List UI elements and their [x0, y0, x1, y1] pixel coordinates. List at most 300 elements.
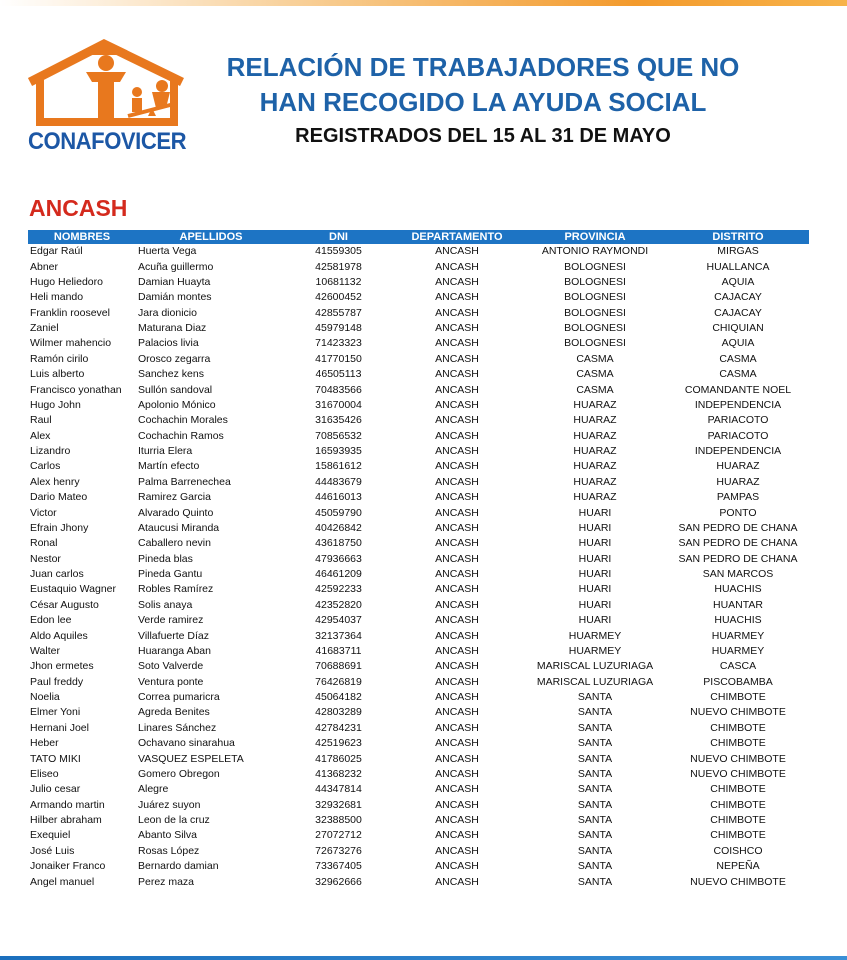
cell-distrito: SAN PEDRO DE CHANA	[678, 521, 798, 534]
cell-nombres: Zaniel	[30, 322, 59, 335]
cell-distrito: HUACHIS	[714, 614, 762, 627]
cell-dni: 32932681	[315, 798, 362, 811]
cell-provincia: HUARI	[578, 568, 612, 581]
cell-departamento: ANCASH	[435, 614, 479, 627]
table-row	[28, 874, 809, 889]
cell-apellidos: Acuña guillermo	[138, 260, 214, 273]
table-row	[28, 321, 809, 336]
cell-provincia: SANTA	[577, 783, 613, 796]
table-row	[28, 721, 809, 736]
table-row	[28, 598, 809, 613]
cell-distrito: PARIACOTO	[707, 429, 769, 442]
table-row	[28, 844, 809, 859]
cell-apellidos: Orosco zegarra	[138, 352, 211, 365]
cell-dni: 41786025	[315, 752, 362, 765]
header-departamento: DEPARTAMENTO	[391, 230, 523, 244]
cell-nombres: Edon lee	[30, 614, 72, 627]
title-line-2: HAN RECOGIDO LA AYUDA SOCIAL	[259, 87, 707, 117]
cell-dni: 42581978	[315, 260, 362, 273]
cell-apellidos: Gomero Obregon	[138, 767, 220, 780]
cell-apellidos: Cochachin Morales	[138, 414, 228, 427]
table-row	[28, 444, 809, 459]
cell-apellidos: Damian Huayta	[138, 275, 211, 288]
cell-nombres: Heber	[30, 737, 59, 750]
bottom-accent-bar	[0, 956, 847, 960]
cell-distrito: HUALLANCA	[706, 260, 770, 273]
cell-provincia: CASMA	[576, 352, 614, 365]
cell-provincia: CASMA	[576, 383, 614, 396]
cell-dni: 72673276	[315, 844, 362, 857]
cell-dni: 32388500	[315, 814, 362, 827]
cell-apellidos: Solis anaya	[138, 598, 193, 611]
cell-provincia: BOLOGNESI	[564, 322, 626, 335]
cell-distrito: NUEVO CHIMBOTE	[690, 767, 786, 780]
cell-provincia: SANTA	[577, 752, 613, 765]
cell-nombres: Eustaquio Wagner	[30, 583, 116, 596]
cell-departamento: ANCASH	[435, 368, 479, 381]
cell-nombres: Exequiel	[30, 829, 71, 842]
cell-provincia: SANTA	[577, 706, 613, 719]
page-subtitle: REGISTRADOS DEL 15 AL 31 DE MAYO	[295, 125, 671, 147]
cell-provincia: HUARI	[578, 598, 612, 611]
cell-nombres: Carlos	[30, 460, 61, 473]
cell-dni: 44347814	[315, 783, 362, 796]
workers-table	[28, 230, 809, 890]
cell-provincia: HUARAZ	[573, 445, 617, 458]
cell-provincia: SANTA	[577, 691, 613, 704]
cell-nombres: José Luis	[30, 844, 75, 857]
cell-apellidos: Ventura ponte	[138, 675, 204, 688]
cell-apellidos: Palacios livia	[138, 337, 199, 350]
cell-provincia: SANTA	[577, 798, 613, 811]
table-row	[28, 675, 809, 690]
cell-nombres: Walter	[30, 644, 60, 657]
cell-distrito: INDEPENDENCIA	[694, 445, 782, 458]
cell-dni: 70688691	[315, 660, 362, 673]
cell-provincia: BOLOGNESI	[564, 260, 626, 273]
cell-apellidos: Verde ramirez	[138, 614, 204, 627]
logo-text: CONAFOVICER	[28, 128, 187, 155]
cell-provincia: HUARI	[578, 614, 612, 627]
table-row	[28, 367, 809, 382]
cell-dni: 42855787	[315, 306, 362, 319]
cell-departamento: ANCASH	[435, 875, 479, 888]
cell-distrito: NEPEÑA	[716, 860, 760, 873]
cell-provincia: SANTA	[577, 844, 613, 857]
cell-distrito: CHIMBOTE	[710, 721, 766, 734]
cell-distrito: AQUIA	[721, 337, 755, 350]
cell-provincia: BOLOGNESI	[564, 291, 626, 304]
cell-distrito: HUACHIS	[714, 583, 762, 596]
table-row	[28, 244, 809, 259]
cell-departamento: ANCASH	[435, 322, 479, 335]
cell-distrito: CHIMBOTE	[710, 829, 766, 842]
cell-departamento: ANCASH	[435, 829, 479, 842]
cell-departamento: ANCASH	[435, 475, 479, 488]
cell-departamento: ANCASH	[435, 721, 479, 734]
cell-departamento: ANCASH	[435, 491, 479, 504]
table-row	[28, 336, 809, 351]
cell-departamento: ANCASH	[435, 429, 479, 442]
cell-distrito: NUEVO CHIMBOTE	[690, 875, 786, 888]
cell-dni: 42784231	[315, 721, 362, 734]
cell-nombres: Juan carlos	[30, 568, 84, 581]
cell-apellidos: Palma Barrenechea	[138, 475, 231, 488]
cell-apellidos: Iturria Elera	[138, 445, 193, 458]
header-distrito: DISTRITO	[667, 230, 809, 244]
cell-distrito: CAJACAY	[714, 291, 762, 304]
cell-departamento: ANCASH	[435, 552, 479, 565]
cell-provincia: SANTA	[577, 721, 613, 734]
table-row	[28, 490, 809, 505]
cell-distrito: AQUIA	[721, 275, 755, 288]
cell-departamento: ANCASH	[435, 506, 479, 519]
cell-distrito: SAN MARCOS	[702, 568, 774, 581]
table-row	[28, 859, 809, 874]
cell-departamento: ANCASH	[435, 798, 479, 811]
cell-nombres: Raul	[30, 414, 52, 427]
table-header-row	[28, 230, 809, 244]
table-row	[28, 767, 809, 782]
cell-nombres: Ronal	[30, 537, 58, 550]
cell-nombres: Armando martin	[30, 798, 105, 811]
cell-dni: 32137364	[315, 629, 362, 642]
cell-nombres: Eliseo	[30, 767, 59, 780]
cell-apellidos: Soto Valverde	[138, 660, 204, 673]
cell-dni: 71423323	[315, 337, 362, 350]
table-row	[28, 644, 809, 659]
table-body	[28, 244, 809, 890]
table-row	[28, 582, 809, 597]
cell-distrito: NUEVO CHIMBOTE	[690, 752, 786, 765]
cell-dni: 16593935	[315, 445, 362, 458]
cell-apellidos: Correa pumaricra	[138, 691, 220, 704]
page-title	[200, 50, 766, 120]
cell-dni: 76426819	[315, 675, 362, 688]
cell-distrito: COISHCO	[713, 844, 763, 857]
cell-dni: 47936663	[315, 552, 362, 565]
cell-departamento: ANCASH	[435, 306, 479, 319]
region-heading: ANCASH	[29, 195, 128, 221]
cell-distrito: CHIMBOTE	[710, 691, 766, 704]
cell-dni: 15861612	[315, 460, 362, 473]
table-row	[28, 782, 809, 797]
cell-nombres: Lizandro	[30, 445, 71, 458]
cell-apellidos: Martín efecto	[138, 460, 200, 473]
table-row	[28, 813, 809, 828]
cell-provincia: BOLOGNESI	[564, 306, 626, 319]
cell-apellidos: Rosas López	[138, 844, 200, 857]
cell-provincia: BOLOGNESI	[564, 337, 626, 350]
cell-distrito: SAN PEDRO DE CHANA	[678, 552, 798, 565]
cell-apellidos: Caballero nevin	[138, 537, 211, 550]
cell-apellidos: Juárez suyon	[138, 798, 201, 811]
cell-apellidos: Ataucusi Miranda	[138, 521, 220, 534]
cell-nombres: Francisco yonathan	[30, 383, 122, 396]
cell-dni: 46505113	[315, 368, 362, 381]
cell-provincia: CASMA	[576, 368, 614, 381]
cell-departamento: ANCASH	[435, 844, 479, 857]
cell-apellidos: Pineda blas	[138, 552, 193, 565]
cell-dni: 70856532	[315, 429, 362, 442]
table-row	[28, 275, 809, 290]
cell-provincia: HUARAZ	[573, 398, 617, 411]
cell-departamento: ANCASH	[435, 275, 479, 288]
table-row	[28, 613, 809, 628]
cell-departamento: ANCASH	[435, 767, 479, 780]
cell-departamento: ANCASH	[435, 568, 479, 581]
table-row	[28, 398, 809, 413]
cell-nombres: Ramón cirilo	[30, 352, 89, 365]
cell-distrito: PAMPAS	[716, 491, 760, 504]
cell-apellidos: Abanto Silva	[138, 829, 197, 842]
table-row	[28, 736, 809, 751]
cell-departamento: ANCASH	[435, 398, 479, 411]
cell-dni: 41683711	[315, 644, 362, 657]
cell-distrito: PONTO	[719, 506, 757, 519]
cell-distrito: CASCA	[719, 660, 757, 673]
cell-provincia: HUARI	[578, 521, 612, 534]
table-row	[28, 290, 809, 305]
cell-distrito: MIRGAS	[717, 245, 759, 258]
cell-apellidos: Ochavano sinarahua	[138, 737, 235, 750]
cell-provincia: HUARAZ	[573, 460, 617, 473]
cell-apellidos: Cochachin Ramos	[138, 429, 224, 442]
cell-departamento: ANCASH	[435, 260, 479, 273]
table-row	[28, 628, 809, 643]
cell-dni: 46461209	[315, 568, 362, 581]
table-row	[28, 306, 809, 321]
cell-departamento: ANCASH	[435, 383, 479, 396]
cell-dni: 40426842	[315, 521, 362, 534]
cell-provincia: SANTA	[577, 814, 613, 827]
cell-apellidos: VASQUEZ ESPELETA	[138, 752, 244, 765]
table-row	[28, 798, 809, 813]
cell-apellidos: Sullón sandoval	[138, 383, 213, 396]
cell-nombres: Efrain Jhony	[30, 521, 89, 534]
cell-dni: 10681132	[315, 275, 362, 288]
cell-nombres: Julio cesar	[30, 783, 81, 796]
cell-provincia: HUARMEY	[568, 629, 622, 642]
cell-apellidos: Sanchez kens	[138, 368, 204, 381]
table-row	[28, 659, 809, 674]
cell-provincia: HUARI	[578, 537, 612, 550]
cell-apellidos: Alegre	[138, 783, 169, 796]
cell-nombres: Angel manuel	[30, 875, 95, 888]
table-row	[28, 352, 809, 367]
cell-departamento: ANCASH	[435, 598, 479, 611]
cell-distrito: CHIQUIAN	[712, 322, 764, 335]
cell-apellidos: Pineda Gantu	[138, 568, 203, 581]
cell-dni: 42519623	[315, 737, 362, 750]
cell-dni: 41368232	[315, 767, 362, 780]
cell-provincia: HUARI	[578, 552, 612, 565]
cell-distrito: NUEVO CHIMBOTE	[690, 706, 786, 719]
cell-departamento: ANCASH	[435, 660, 479, 673]
cell-distrito: CHIMBOTE	[710, 737, 766, 750]
cell-nombres: Hernani Joel	[30, 721, 89, 734]
cell-apellidos: Damián montes	[138, 291, 212, 304]
cell-nombres: Nestor	[30, 552, 61, 565]
cell-dni: 44616013	[315, 491, 362, 504]
cell-provincia: MARISCAL LUZURIAGA	[536, 660, 654, 673]
cell-dni: 42803289	[315, 706, 362, 719]
cell-apellidos: Ramirez Garcia	[138, 491, 211, 504]
cell-dni: 42600452	[315, 291, 362, 304]
title-line-1: RELACIÓN DE TRABAJADORES QUE NO	[226, 52, 740, 82]
header-apellidos: APELLIDOS	[136, 230, 286, 244]
table-row	[28, 475, 809, 490]
conafovicer-logo	[24, 30, 190, 158]
table-row	[28, 259, 809, 274]
cell-nombres: Hugo Heliedoro	[30, 275, 103, 288]
cell-nombres: Victor	[30, 506, 57, 519]
cell-nombres: TATO MIKI	[30, 752, 81, 765]
cell-nombres: Hilber abraham	[30, 814, 102, 827]
cell-distrito: HUARAZ	[716, 475, 760, 488]
cell-provincia: BOLOGNESI	[564, 275, 626, 288]
cell-apellidos: Apolonio Mónico	[138, 398, 216, 411]
cell-departamento: ANCASH	[435, 337, 479, 350]
cell-provincia: HUARAZ	[573, 475, 617, 488]
cell-dni: 27072712	[315, 829, 362, 842]
cell-apellidos: Villafuerte Díaz	[138, 629, 210, 642]
cell-dni: 45059790	[315, 506, 362, 519]
cell-apellidos: Jara dionicio	[138, 306, 197, 319]
cell-nombres: Elmer Yoni	[30, 706, 81, 719]
cell-nombres: Abner	[30, 260, 59, 273]
cell-dni: 31670004	[315, 398, 362, 411]
cell-distrito: CHIMBOTE	[710, 798, 766, 811]
cell-departamento: ANCASH	[435, 414, 479, 427]
cell-departamento: ANCASH	[435, 460, 479, 473]
table-row	[28, 382, 809, 397]
cell-provincia: ANTONIO RAYMONDI	[541, 245, 649, 258]
cell-departamento: ANCASH	[435, 583, 479, 596]
cell-departamento: ANCASH	[435, 706, 479, 719]
table-row	[28, 459, 809, 474]
cell-departamento: ANCASH	[435, 291, 479, 304]
cell-distrito: HUARMEY	[711, 644, 765, 657]
cell-distrito: CHIMBOTE	[710, 814, 766, 827]
table-row	[28, 705, 809, 720]
cell-apellidos: Leon de la cruz	[138, 814, 210, 827]
cell-departamento: ANCASH	[435, 245, 479, 258]
cell-apellidos: Perez maza	[138, 875, 195, 888]
cell-dni: 41770150	[315, 352, 362, 365]
cell-dni: 32962666	[315, 875, 362, 888]
cell-provincia: SANTA	[577, 737, 613, 750]
cell-apellidos: Maturana Diaz	[138, 322, 207, 335]
cell-departamento: ANCASH	[435, 521, 479, 534]
cell-provincia: SANTA	[577, 875, 613, 888]
header-dni: DNI	[286, 230, 391, 244]
cell-dni: 41559305	[315, 245, 362, 258]
cell-distrito: CASMA	[719, 352, 757, 365]
cell-departamento: ANCASH	[435, 675, 479, 688]
cell-nombres: Alex henry	[30, 475, 80, 488]
cell-dni: 44483679	[315, 475, 362, 488]
cell-distrito: SAN PEDRO DE CHANA	[678, 537, 798, 550]
cell-apellidos: Alvarado Quinto	[138, 506, 214, 519]
cell-apellidos: Bernardo damian	[138, 860, 219, 873]
cell-dni: 73367405	[315, 860, 362, 873]
header-nombres: NOMBRES	[28, 230, 136, 244]
table-row	[28, 552, 809, 567]
logo-house-icon	[24, 30, 190, 130]
cell-apellidos: Agreda Benites	[138, 706, 210, 719]
cell-nombres: Franklin roosevel	[30, 306, 110, 319]
cell-nombres: Heli mando	[30, 291, 84, 304]
cell-departamento: ANCASH	[435, 752, 479, 765]
cell-dni: 31635426	[315, 414, 362, 427]
cell-dni: 42954037	[315, 614, 362, 627]
cell-provincia: HUARMEY	[568, 644, 622, 657]
cell-distrito: CASMA	[719, 368, 757, 381]
cell-dni: 42352820	[315, 598, 362, 611]
cell-provincia: HUARAZ	[573, 414, 617, 427]
cell-apellidos: Huerta Vega	[138, 245, 197, 258]
cell-apellidos: Huaranga Aban	[138, 644, 211, 657]
cell-dni: 42592233	[315, 583, 362, 596]
cell-distrito: PISCOBAMBA	[703, 675, 773, 688]
cell-provincia: HUARAZ	[573, 491, 617, 504]
cell-nombres: Wilmer mahencio	[30, 337, 112, 350]
cell-dni: 45979148	[315, 322, 362, 335]
cell-nombres: César Augusto	[30, 598, 99, 611]
cell-departamento: ANCASH	[435, 691, 479, 704]
table-row	[28, 690, 809, 705]
cell-nombres: Aldo Aquiles	[30, 629, 88, 642]
cell-distrito: COMANDANTE NOEL	[684, 383, 792, 396]
table-row	[28, 429, 809, 444]
cell-nombres: Jonaiker Franco	[30, 860, 106, 873]
table-row	[28, 751, 809, 766]
table-row	[28, 521, 809, 536]
cell-distrito: PARIACOTO	[707, 414, 769, 427]
cell-distrito: HUARMEY	[711, 629, 765, 642]
cell-distrito: CHIMBOTE	[710, 783, 766, 796]
cell-dni: 43618750	[315, 537, 362, 550]
cell-nombres: Jhon ermetes	[30, 660, 94, 673]
cell-apellidos: Robles Ramírez	[138, 583, 214, 596]
cell-departamento: ANCASH	[435, 352, 479, 365]
cell-departamento: ANCASH	[435, 737, 479, 750]
cell-distrito: HUANTAR	[713, 598, 763, 611]
table-row	[28, 413, 809, 428]
table-row	[28, 828, 809, 843]
cell-departamento: ANCASH	[435, 814, 479, 827]
cell-nombres: Alex	[30, 429, 51, 442]
cell-dni: 45064182	[315, 691, 362, 704]
cell-distrito: CAJACAY	[714, 306, 762, 319]
cell-distrito: HUARAZ	[716, 460, 760, 473]
table-row	[28, 536, 809, 551]
cell-nombres: Luis alberto	[30, 368, 85, 381]
cell-nombres: Hugo John	[30, 398, 81, 411]
cell-departamento: ANCASH	[435, 783, 479, 796]
top-accent-bar	[0, 0, 847, 6]
cell-departamento: ANCASH	[435, 445, 479, 458]
cell-provincia: HUARAZ	[573, 429, 617, 442]
table-row	[28, 505, 809, 520]
cell-apellidos: Linares Sánchez	[138, 721, 217, 734]
cell-dni: 70483566	[315, 383, 362, 396]
cell-provincia: SANTA	[577, 829, 613, 842]
cell-provincia: MARISCAL LUZURIAGA	[536, 675, 654, 688]
header-provincia: PROVINCIA	[523, 230, 667, 244]
table-row	[28, 567, 809, 582]
